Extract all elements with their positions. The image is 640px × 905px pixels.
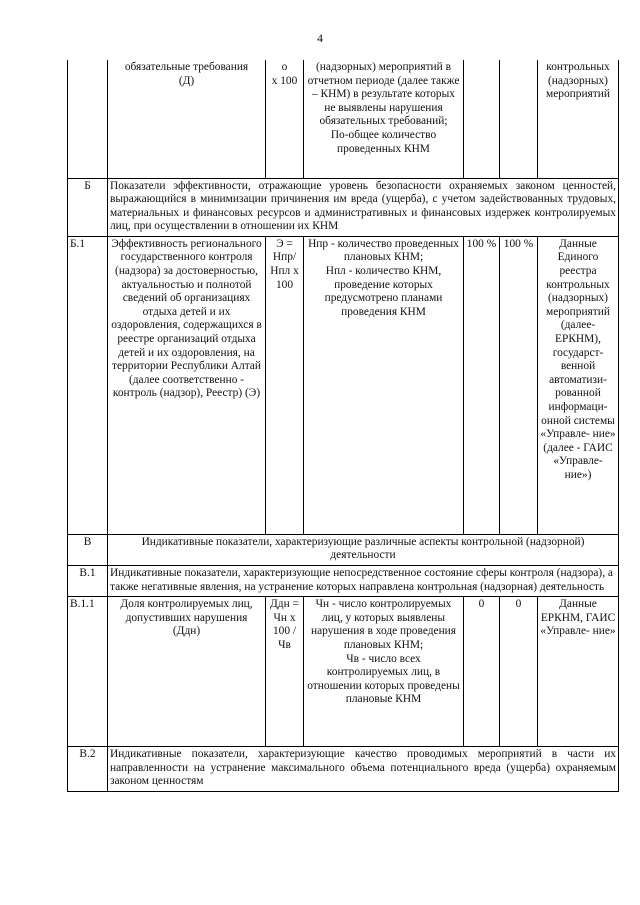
- section-heading-cell: Индикативные показатели, характеризующие качество проводимых мероприятий в части их направленности на устранение максимального объема потенциального вреда (ущерба) охраняемым законом ценностям: [108, 747, 619, 792]
- indicators-table: [67, 60, 619, 792]
- section-heading-cell: Индикативные показатели, характеризующие различные аспекты контрольной (надзорной) деятельности: [108, 534, 619, 565]
- description-cell: (надзорных) мероприятий в отчетном периоде (далее также – КНМ) в результате которых не выявлены нарушения обязательных требований; По-общее количество проведенных КНМ: [304, 60, 464, 178]
- table-row: [68, 534, 619, 565]
- page-number: 4: [317, 31, 323, 45]
- indicator-name-cell: Эффективность регионального государственного контроля (надзора) за достоверностью, актуальностью и полнотой сведений об организациях отдыха детей и их оздоровления, содержащихся в реестре организаций отдыха детей и их оздоровления, на территории Республики Алтай (далее соответственно - контроль (надзор), Реестр) (Э): [108, 236, 266, 534]
- section-heading-cell: Индикативные показатели, характеризующие непосредственное состояние сферы контроля (надзора), а также негативные явления, на устранение которых направлена контрольная (надзорная) деятельность: [108, 566, 619, 597]
- data-source-cell: Данные ЕРКНМ, ГАИС «Управле- ние»: [538, 597, 619, 747]
- row-number-cell: Б: [68, 178, 108, 236]
- table-row: [68, 178, 619, 236]
- data-source-cell: Данные Единого реестра контрольных (надзорных) мероприятий (далее- ЕРКНМ), государст- венной автоматизи- рованной информаци- онной системы «Управле- ние» (далее - ГАИС «Управле- ние»): [538, 236, 619, 534]
- table-row: [68, 236, 619, 534]
- data-source-cell: контрольных (надзорных) мероприятий: [538, 60, 619, 178]
- formula-cell: Э = Нпр/ Нпл х 100: [266, 236, 304, 534]
- formula-cell: о х 100: [266, 60, 304, 178]
- base-value-cell: 100 %: [464, 236, 500, 534]
- target-value-cell: [500, 60, 538, 178]
- table-row: [68, 60, 619, 178]
- formula-cell: Ддн = Чн х 100 / Чв: [266, 597, 304, 747]
- table-row: [68, 566, 619, 597]
- indicator-name-cell: обязательные требования (Д): [108, 60, 266, 178]
- row-number-cell: В.2: [68, 747, 108, 792]
- row-number-cell: В.1: [68, 566, 108, 597]
- table-row: [68, 597, 619, 747]
- description-cell: Нпр - количество проведенных плановых КНМ; Нпл - количество КНМ, проведение которых предусмотрено планами проведения КНМ: [304, 236, 464, 534]
- row-number-cell: Б.1: [68, 236, 108, 534]
- target-value-cell: 0: [500, 597, 538, 747]
- description-cell: Чн - число контролируемых лиц, у которых выявлены нарушения в ходе проведения плановых КНМ; Чв - число всех контролируемых лиц, в отношении которых проведены плановые КНМ: [304, 597, 464, 747]
- section-heading-cell: Показатели эффективности, отражающие уровень безопасности охраняемых законом ценностей, выражающийся в минимизации причинения им вреда (ущерба), с учетом задействованных трудовых, материальных и финансовых ресурсов и административных и финансовых издержек контролируемых лиц, при осуществлении в отношении их КНМ: [108, 178, 619, 236]
- row-number-cell: В.1.1: [68, 597, 108, 747]
- target-value-cell: 100 %: [500, 236, 538, 534]
- base-value-cell: [464, 60, 500, 178]
- indicator-name-cell: Доля контролируемых лиц, допустивших нарушения (Ддн): [108, 597, 266, 747]
- table-row: [68, 747, 619, 792]
- row-number-cell: [68, 60, 108, 178]
- row-number-cell: В: [68, 534, 108, 565]
- base-value-cell: 0: [464, 597, 500, 747]
